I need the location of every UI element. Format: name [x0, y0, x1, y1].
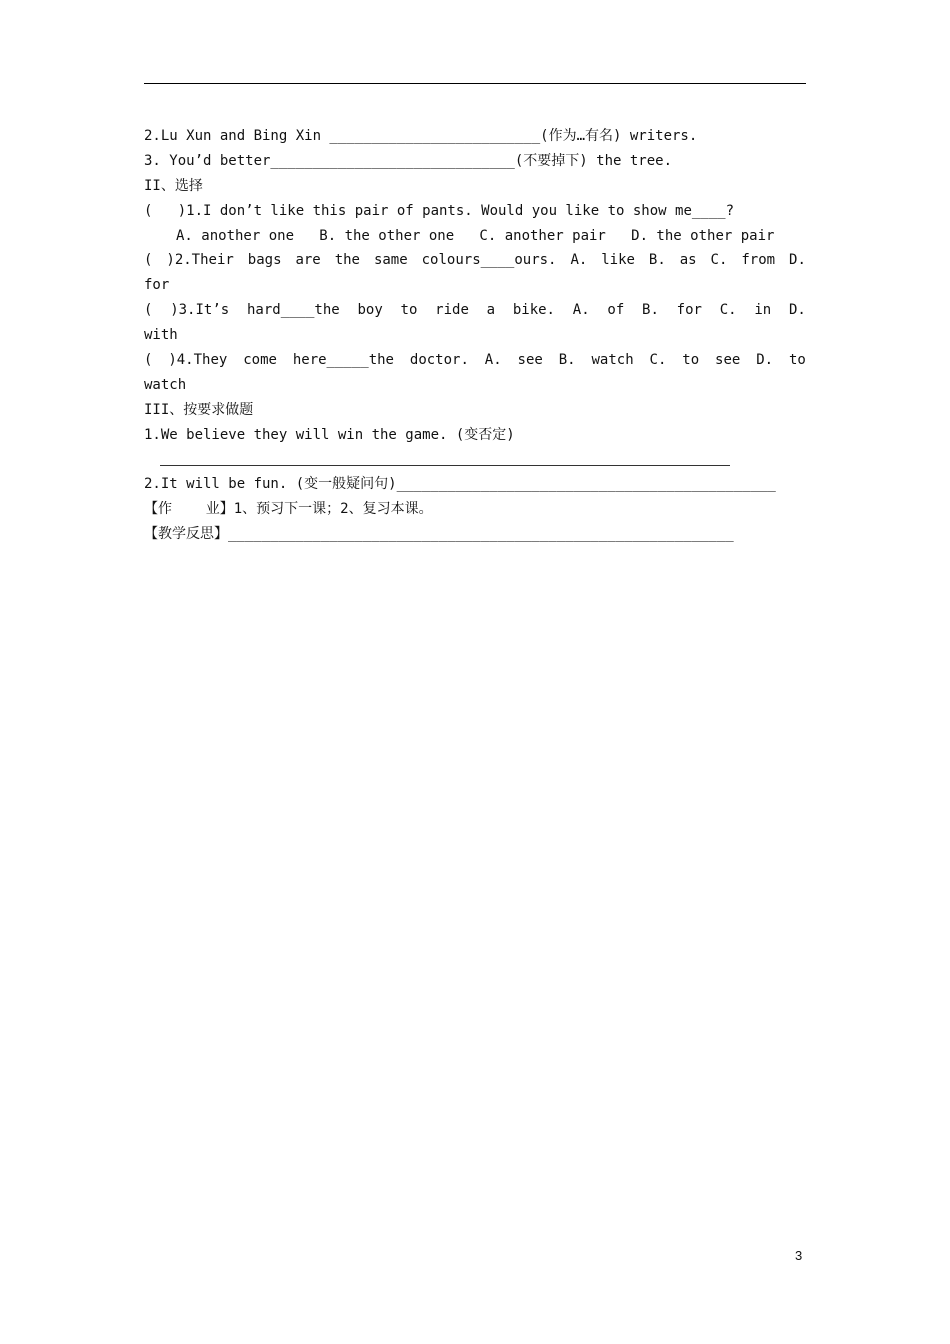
question-3-tail: with [144, 327, 178, 344]
question-1: ( )1.I don’t like this pair of pants. Would you like to show me____? [144, 202, 735, 219]
section-heading-tasks: III、按要求做题 [144, 401, 254, 418]
task-2: 2.It will be fun. (变一般疑问句)_____________________________________________ [144, 476, 776, 493]
worksheet-content [144, 124, 806, 547]
fill-blank-2: 2.Lu Xun and Bing Xin _________________________(作为…有名) writers. [144, 128, 698, 144]
question-2-tail: for [144, 277, 170, 294]
task-1-answer-line [144, 448, 806, 473]
question-4-tail: watch [144, 376, 187, 393]
question-4: ( )4.They come here_____the doctor. A. see B. watch C. to see D. to [144, 352, 806, 369]
question-1-options: A. another one B. the other one C. another pair D. the other pair [176, 227, 775, 244]
question-2: ( )2.Their bags are the same colours____ours. A. like B. as C. from D. [144, 252, 806, 269]
page-number: 3 [795, 1248, 803, 1263]
reflection-line: 【教学反思】____________________________________________________________ [144, 526, 734, 543]
fill-blank-3: 3. You’d better_____________________________(不要掉下) the tree. [144, 152, 673, 169]
header-rule [144, 83, 806, 84]
section-heading-choice: II、选择 [144, 177, 203, 194]
question-3: ( )3.It’s hard____the boy to ride a bike. A. of B. for C. in D. [144, 302, 806, 319]
task-1: 1.We believe they will win the game. (变否定) [144, 426, 515, 443]
homework-line: 【作 业】1、预习下一课；2、复习本课。 [144, 501, 433, 518]
